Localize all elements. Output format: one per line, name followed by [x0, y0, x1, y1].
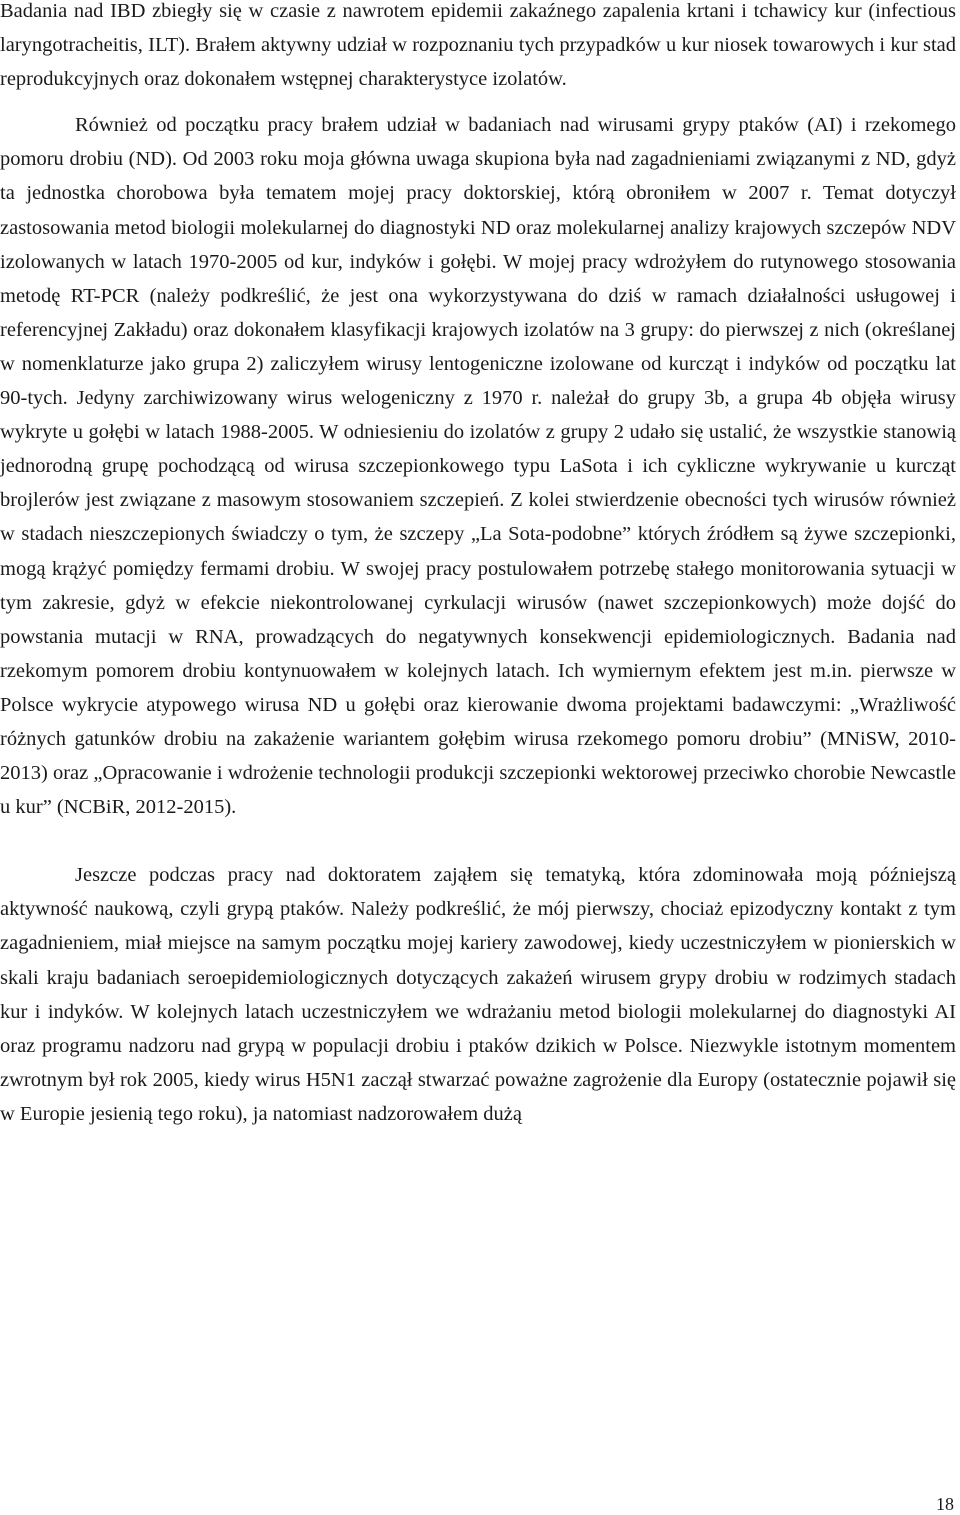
paragraph-avian-influenza: Jeszcze podczas pracy nad doktoratem zająłem się tematyką, która zdominowała moją późniejszą aktywność naukową, czyli grypą ptaków. Należy podkreślić, że mój pierwszy, chociaż epizodyczny kontakt z tym zagadnieniem, miał miejsce na samym początku mojej kariery zawodowej, kiedy uczestniczyłem w pionierskich w skali kraju badaniach seroepidemiologicznych dotyczących zakażeń wirusem grypy drobiu w rodzimych stadach kur i indyków. W kolejnych latach uczestniczyłem we wdrażaniu metod biologii molekularnej do diagnostyki AI oraz programu nadzoru nad grypą w populacji drobiu i ptaków dzikich w Polsce. Niezwykle istotnym momentem zwrotnym był rok 2005, kiedy wirus H5N1 zaczął stwarzać poważne zagrożenie dla Europy (ostatecznie pojawił się w Europie jesienią tego roku), ja natomiast nadzorowałem dużą	[0, 864, 956, 1125]
page-number: 18	[936, 1494, 954, 1514]
paragraph-ilt: Badania nad IBD zbiegły się w czasie z nawrotem epidemii zakaźnego zapalenia krtani i tchawicy kur (infectious laryngotracheitis, ILT). Brałem aktywny udział w rozpoznaniu tych przypadków u kur niosek towarowych i kur stad reprodukcyjnych oraz dokonałem wstępnej charakterystyce izolatów.	[0, 0, 956, 91]
paragraph-nd-research: Również od początku pracy brałem udział w badaniach nad wirusami grypy ptaków (AI) i rzekomego pomoru drobiu (ND). Od 2003 roku moja główna uwaga skupiona była nad zagadnieniami związanymi z ND, gdyż ta jednostka chorobowa była tematem mojej pracy doktorskiej, którą obroniłem w 2007 r. Temat dotyczył zastosowania metod biologii molekularnej do diagnostyki ND oraz molekularnej analizy krajowych szczepów NDV izolowanych w latach 1970-2005 od kur, indyków i gołębi. W mojej pracy wdrożyłem do rutynowego stosowania metodę RT-PCR (należy podkreślić, że jest ona wykorzystywana do dziś w ramach działalności usługowej i referencyjnej Zakładu) oraz dokonałem klasyfikacji krajowych izolatów na 3 grupy: do pierwszej z nich (określanej w nomenklaturze jako grupa 2) zaliczyłem wirusy lentogeniczne izolowane od kurcząt i indyków od początku lat 90-tych. Jedyny zarchiwizowany wirus welogeniczny z 1970 r. należał do grupy 3b, a grupa 4b objęła wirusy wykryte u gołębi w latach 1988-2005. W odniesieniu do izolatów z grupy 2 udało się ustalić, że wszystkie stanowią jednorodną grupę pochodzącą od wirusa szczepionkowego typu LaSota i ich cykliczne wykrywanie u kurcząt brojlerów jest związane z masowym stosowaniem szczepień. Z kolei stwierdzenie obecności tych wirusów również w stadach nieszczepionych świadczy o tym, że szczepy „La Sota-podobne” których źródłem są żywe szczepionki, mogą krążyć pomiędzy fermami drobiu. W swojej pracy postulowałem potrzebę stałego monitorowania sytuacji w tym zakresie, gdyż w efekcie niekontrolowanej cyrkulacji wirusów (nawet szczepionkowych) może dojść do powstania mutacji w RNA, prowadzących do negatywnych konsekwencji epidemiologicznych. Badania nad rzekomym pomorem drobiu kontynuowałem w kolejnych latach. Ich wymiernym efektem jest m.in. pierwsze w Polsce wykrycie atypowego wirusa ND u gołębi oraz kierowanie dwoma projektami badawczymi: „Wrażliwość różnych gatunków drobiu na zakażenie wariantem gołębim wirusa rzekomego pomoru drobiu” (MNiSW, 2010-2013) oraz „Opracowanie i wdrożenie technologii produkcji szczepionki wektorowej przeciwko chorobie Newcastle u kur” (NCBiR, 2012-2015).	[0, 114, 956, 819]
